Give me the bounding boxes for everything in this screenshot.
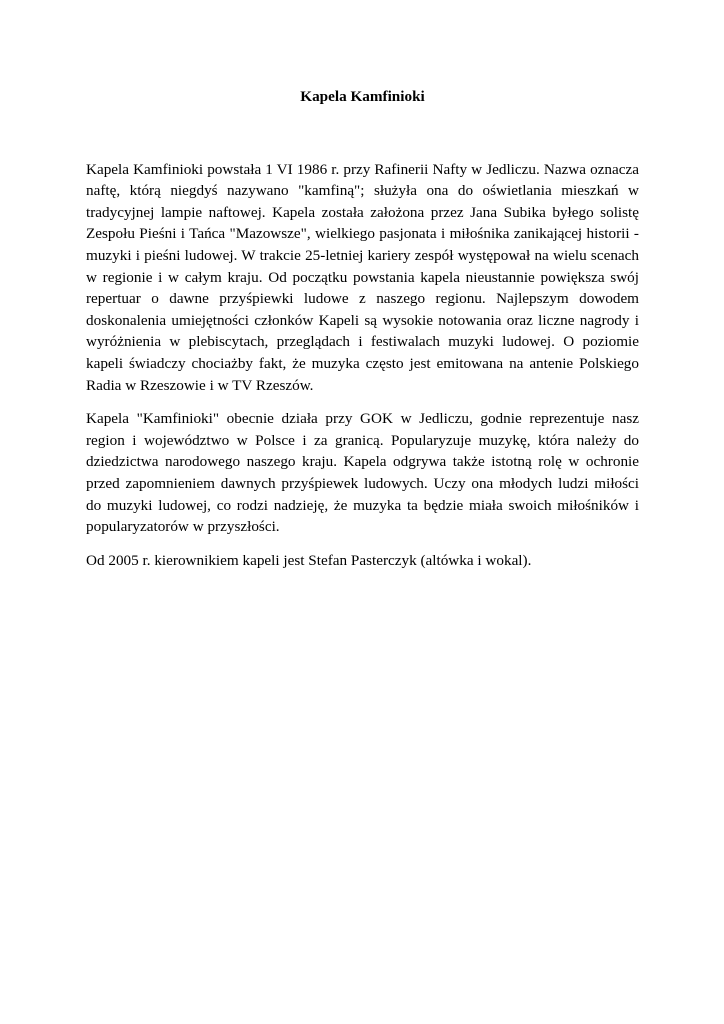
document-title: Kapela Kamfinioki [300, 88, 425, 105]
paragraph-activity: Kapela "Kamfinioki" obecnie działa przy GOK w Jedliczu, godnie reprezentuje nasz region i województwo w Polsce i za granicą. Popularyzuje muzykę, która należy do dziedzictwa narodowego naszego kraju. Kapela odgrywa także istotną rolę w ochronie przed zapomnieniem dawnych przyśpiewek ludowych. Uczy ona młodych ludzi miłości do muzyki ludowej, co rodzi nadzieję, że muzyka ta będzie miała swoich miłośników i popularyzatorów w przyszłości. [86, 410, 639, 536]
paragraph-leader: Od 2005 r. kierownikiem kapeli jest Stefan Pasterczyk (altówka i wokal). [86, 551, 532, 569]
paragraph-history: Kapela Kamfinioki powstała 1 VI 1986 r. przy Rafinerii Nafty w Jedliczu. Nazwa oznacza naftę, którą niegdyś nazywano "kamfiną"; służyła ona do oświetlania mieszkań w tradycyjnej lampie naftowej. Kapela została założona przez Jana Subika byłego solistę Zespołu Pieśni i Tańca "Mazowsze", wielkiego pasjonata i miłośnika zanikającej historii - muzyki i pieśni ludowej. W trakcie 25-letniej kariery zespół występował na wielu scenach w regionie i w całym kraju. Od początku powstania kapela nieustannie powiększa swój repertuar o dawne przyśpiewki ludowe z naszego regionu. Najlepszym dowodem doskonalenia umiejętności członków Kapeli są wysokie notowania oraz liczne nagrody i wyróżnienia w plebiscytach, przeglądach i festiwalach muzyki ludowej. O poziomie kapeli świadczy chociażby fakt, że muzyka często jest emitowana na antenie Polskiego Radia w Rzeszowie i w TV Rzeszów. [86, 160, 639, 394]
document-body [86, 86, 639, 583]
